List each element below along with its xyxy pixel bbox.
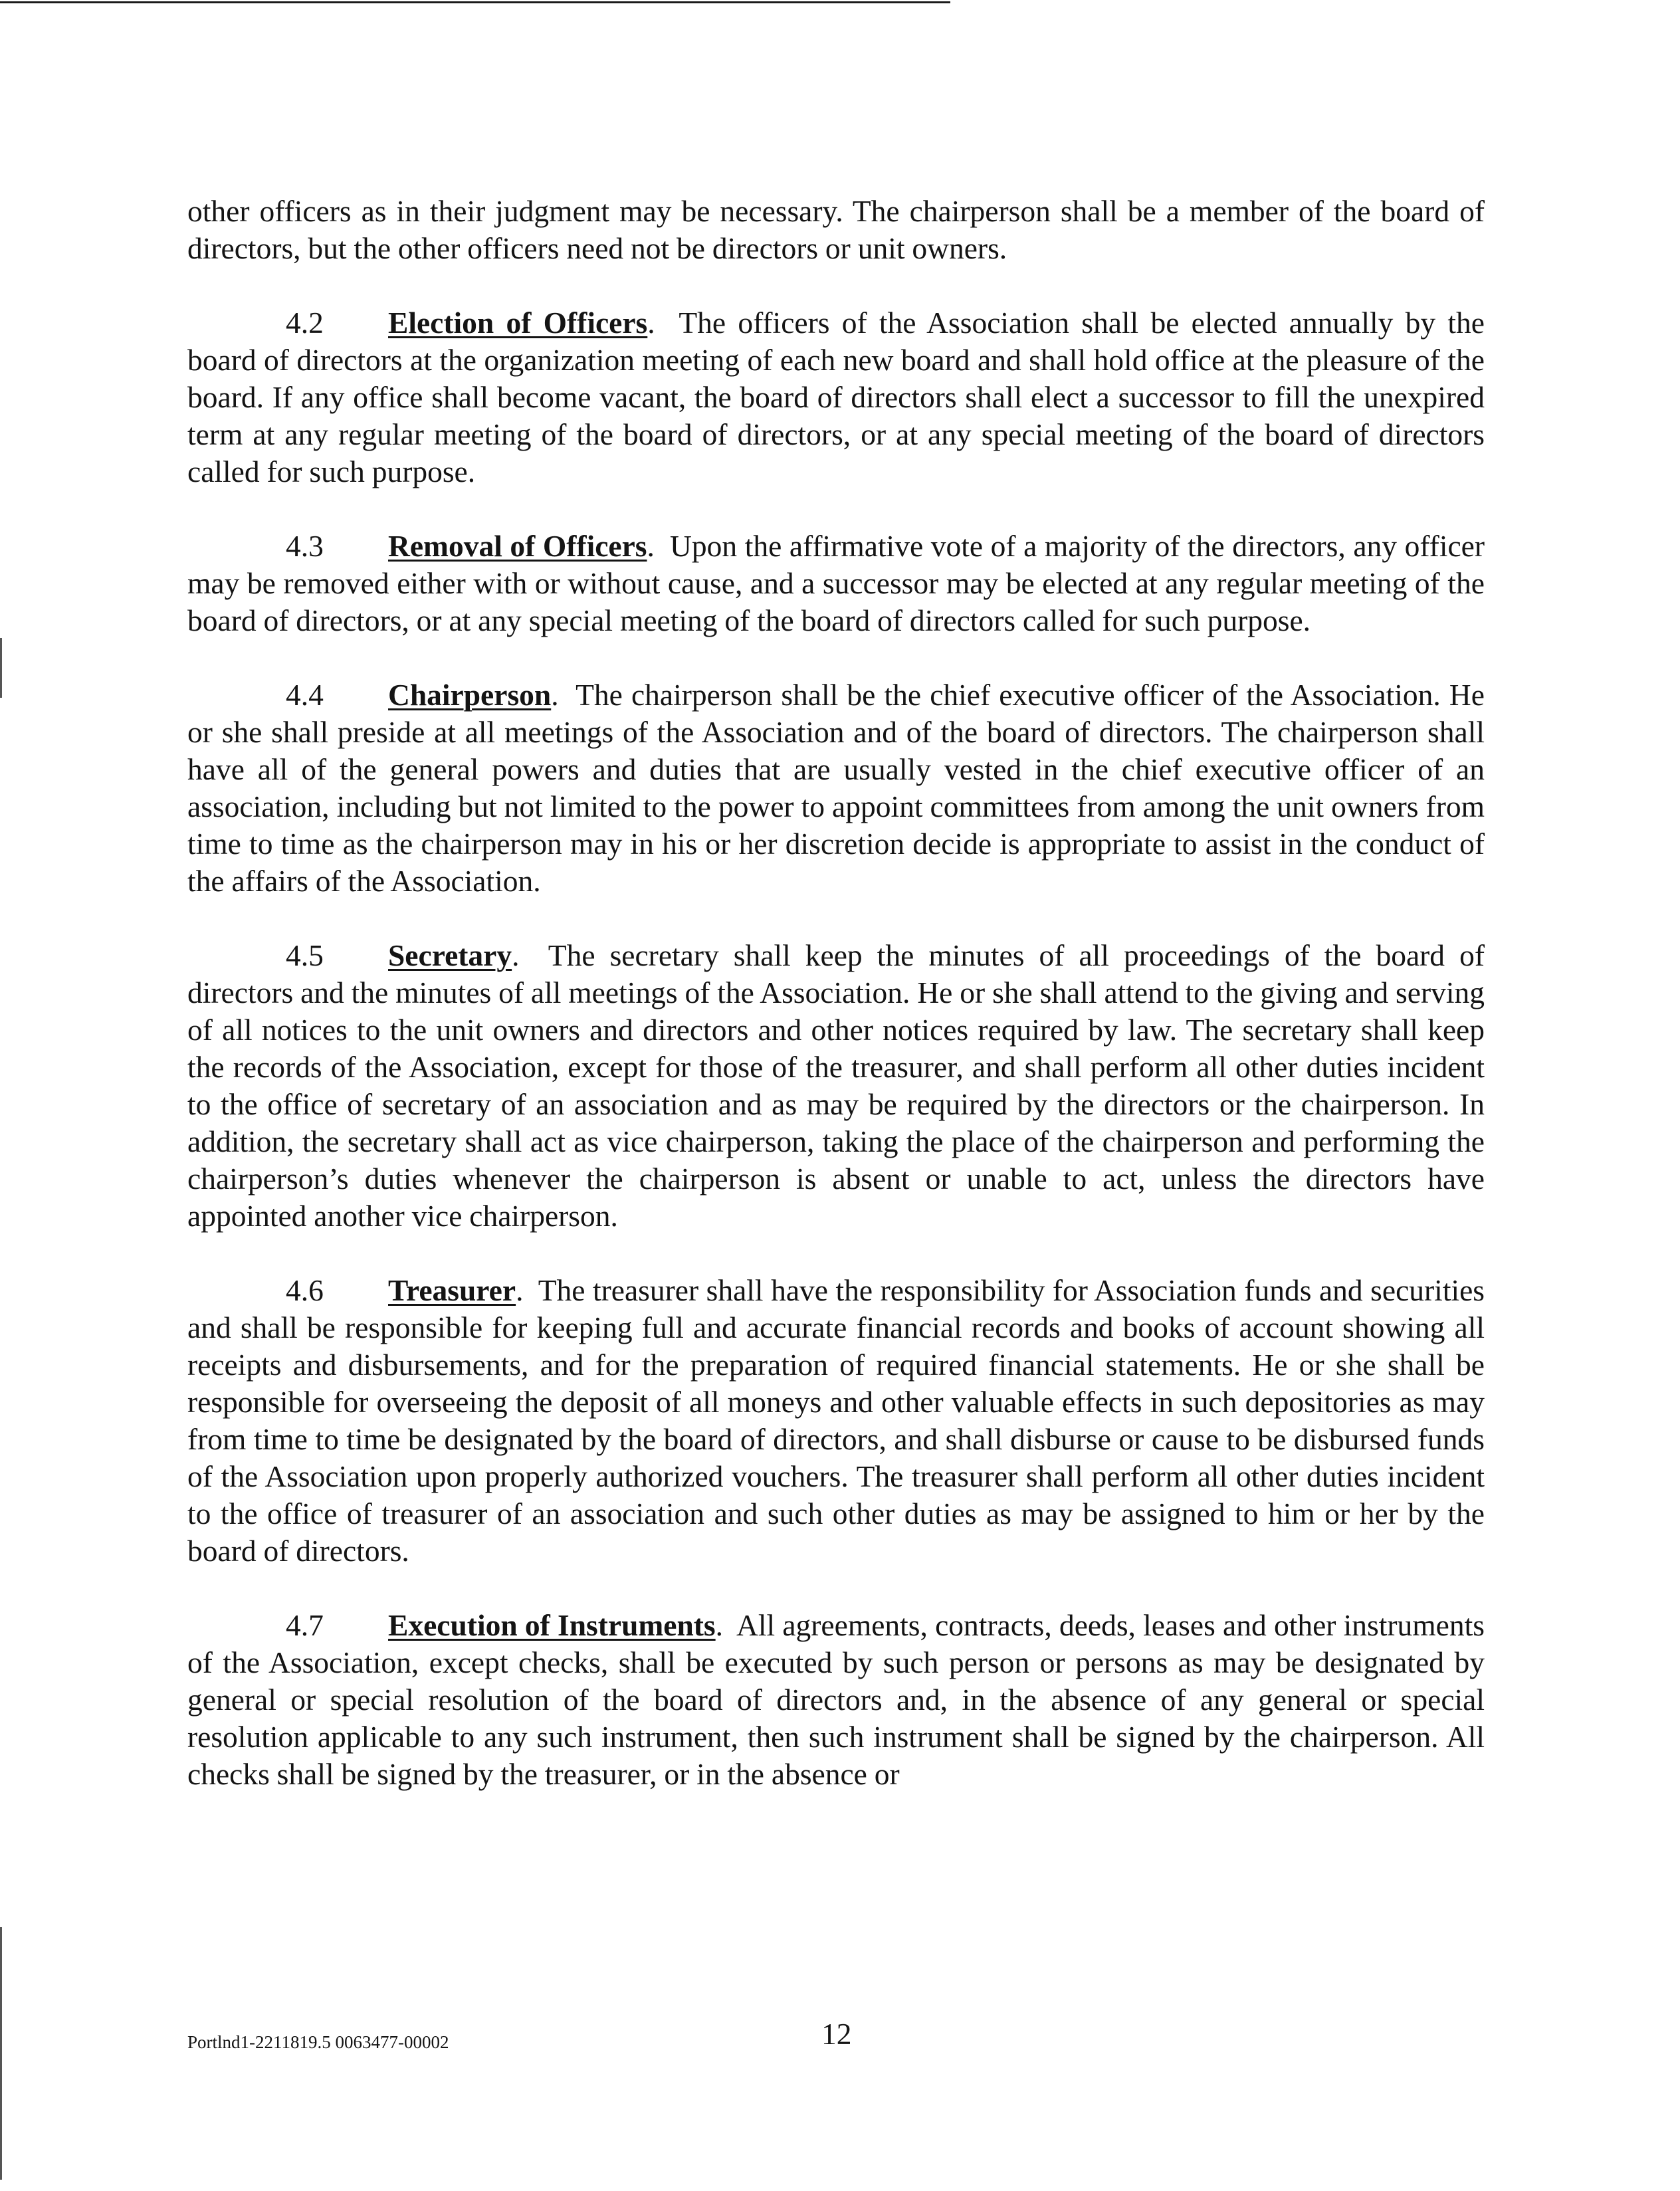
section-4-3: 4.3 Removal of Officers. Upon the affirmative vote of a majority of the directors, any officer may be removed either with or without cause, and a successor may be elected at any regular meeting of the board of directors, or at any special meeting of the board of directors called for such purpose. (187, 529, 1485, 637)
footer-document-id: Portlnd1-2211819.5 0063477-00002 (187, 2032, 449, 2052)
section-heading: Election of Officers (388, 306, 648, 340)
top-scan-border (0, 1, 950, 3)
section-number: 4.7 (286, 1608, 324, 1642)
section-number: 4.3 (286, 529, 324, 563)
section-text: Upon the affirmative vote of a majority of the directors, any officer may be removed either with or without cause, and a successor may be elected at any regular meeting of the board of directors, or at any special meeting of the board of directors called for such purpose. (187, 529, 1485, 637)
section-text: The officers of the Association shall be elected annually by the board of directors at the organization meeting of each new board and shall hold office at the pleasure of the board. If any office shall become vacant, the board of directors shall elect a successor to fill the unexpired term at any regular meeting of the board of directors, or at any special meeting of the board of directors called for such purpose. (187, 306, 1485, 488)
section-text: The treasurer shall have the responsibility for Association funds and securities and shall be responsible for keeping full and accurate financial records and books of account showing all receipts and disbursements, and for the preparation of required financial statements. He or she shall be responsible for overseeing the deposit of all moneys and other valuable effects in such depositories as may from time to time be designated by the board of directors, and shall disburse or cause to be disbursed funds of the Association upon properly authorized vouchers. The treasurer shall perform all other duties incident to the office of treasurer of an association and such other duties as may be assigned to him or her by the board of directors. (187, 1273, 1485, 1568)
section-text: The chairperson shall be the chief executive officer of the Association. He or she shall preside at all meetings of the Association and of the board of directors. The chairperson shall have all of the general powers and duties that are usually vested in the chief executive officer of an association, including but not limited to the power to appoint committees from among the unit owners from time to time as the chairperson may in his or her discretion decide is appropriate to assist in the conduct of the affairs of the Association. (187, 678, 1485, 898)
continuation-paragraph: other officers as in their judgment may be necessary. The chairperson shall be a member of the board of directors, but the other officers need not be directors or unit owners. (187, 194, 1485, 265)
section-4-2: 4.2 Election of Officers. The officers of the Association shall be elected annually by the board of directors at the organization meeting of each new board and shall hold office at the pleasure of the board. If any office shall become vacant, the board of directors shall elect a successor to fill the unexpired term at any regular meeting of the board of directors, or at any special meeting of the board of directors called for such purpose. (187, 306, 1485, 488)
section-4-5: 4.5 Secretary. The secretary shall keep the minutes of all proceedings of the board of directors and the minutes of all meetings of the Association. He or she shall attend to the giving and serving of all notices to the unit owners and directors and other notices required by law. The secretary shall keep the records of the Association, except for those of the treasurer, and shall perform all other duties incident to the office of secretary of an association and as may be required by the directors or the chairperson. In addition, the secretary shall act as vice chairperson, taking the place of the chairperson and performing the chairperson’s duties whenever the chairperson is absent or unable to act, unless the directors have appointed another vice chairperson. (187, 938, 1485, 1233)
section-4-6: 4.6 Treasurer. The treasurer shall have the responsibility for Association funds and securities and shall be responsible for keeping full and accurate financial records and books of account showing all receipts and disbursements, and for the preparation of required financial statements. He or she shall be responsible for overseeing the deposit of all moneys and other valuable effects in such depositories as may from time to time be designated by the board of directors, and shall disburse or cause to be disbursed funds of the Association upon properly authorized vouchers. The treasurer shall perform all other duties incident to the office of treasurer of an association and such other duties as may be assigned to him or her by the board of directors. (187, 1273, 1485, 1568)
section-number: 4.4 (286, 678, 324, 712)
left-scan-mark (0, 1927, 2, 2180)
section-number: 4.6 (286, 1273, 324, 1307)
section-heading: Treasurer (388, 1273, 516, 1307)
page-number: 12 (821, 2017, 852, 2051)
section-heading: Secretary (388, 938, 512, 972)
document-body (187, 193, 1485, 1830)
section-number: 4.5 (286, 938, 324, 972)
section-heading: Removal of Officers (388, 529, 647, 563)
section-4-4: 4.4 Chairperson. The chairperson shall be the chief executive officer of the Association. He or she shall preside at all meetings of the Association and of the board of directors. The chairperson shall have all of the general powers and duties that are usually vested in the chief executive officer of an association, including but not limited to the power to appoint committees from among the unit owners from time to time as the chairperson may in his or her discretion decide is appropriate to assist in the conduct of the affairs of the Association. (187, 678, 1485, 898)
section-text: The secretary shall keep the minutes of all proceedings of the board of directors and the minutes of all meetings of the Association. He or she shall attend to the giving and serving of all notices to the unit owners and directors and other notices required by law. The secretary shall keep the records of the Association, except for those of the treasurer, and shall perform all other duties incident to the office of secretary of an association and as may be required by the directors or the chairperson. In addition, the secretary shall act as vice chairperson, taking the place of the chairperson and performing the chairperson’s duties whenever the chairperson is absent or unable to act, unless the directors have appointed another vice chairperson. (187, 938, 1485, 1233)
section-number: 4.2 (286, 306, 324, 340)
section-text: All agreements, contracts, deeds, leases and other instruments of the Association, except checks, shall be executed by such person or persons as may be designated by general or special resolution of the board of directors and, in the absence of any general or special resolution applicable to any such instrument, then such instrument shall be signed by the chairperson. All checks shall be signed by the treasurer, or in the absence or (187, 1608, 1485, 1791)
section-heading: Execution of Instruments (388, 1608, 716, 1642)
section-heading: Chairperson (388, 678, 552, 712)
section-4-7: 4.7 Execution of Instruments. All agreements, contracts, deeds, leases and other instruments of the Association, except checks, shall be executed by such person or persons as may be designated by general or special resolution of the board of directors and, in the absence of any general or special resolution applicable to any such instrument, then such instrument shall be signed by the chairperson. All checks shall be signed by the treasurer, or in the absence or (187, 1608, 1485, 1791)
left-scan-mark (0, 638, 2, 698)
